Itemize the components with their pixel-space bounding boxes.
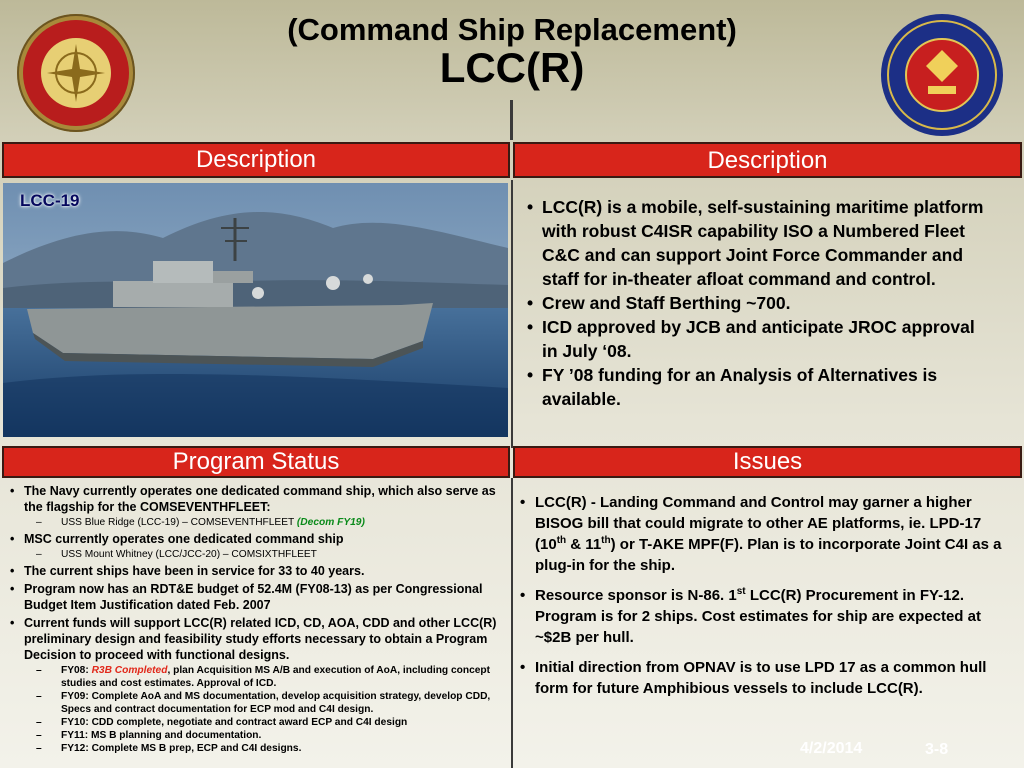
photo-label: LCC-19 bbox=[20, 191, 80, 210]
list-item: • Program now has an RDT&E budget of 52.4M (FY08-13) as per Congressional Budget Item Justification dated Feb. 2007 bbox=[10, 581, 510, 613]
page-number: 3-8 bbox=[925, 741, 949, 758]
section-header-description-right: Description bbox=[513, 142, 1022, 178]
title-subtitle: (Command Ship Replacement) bbox=[287, 12, 737, 47]
list-item bbox=[10, 483, 510, 529]
list-item: • LCC(R) - Landing Command and Control may garner a higher BISOG bill that could migrate to other AE platforms, ie. LPD-17 (10th & 11th) or T-AKE MPF(F). Plan is to incorporate Joint C4I as a plug-in for the ship. bbox=[520, 492, 1004, 576]
fy-item bbox=[24, 664, 510, 690]
completed-tag: R3B Completed bbox=[91, 665, 168, 676]
section-header-program-status: Program Status bbox=[2, 446, 510, 478]
list-item: • LCC(R) is a mobile, self-sustaining maritime platform with robust C4ISR capability ISO a Numbered Fleet C&C and can support Joint Force Commander and staff for in-theater afloat command and control. bbox=[527, 195, 987, 291]
list-item: • The current ships have been in service for 33 to 40 years. bbox=[10, 563, 510, 579]
status-text: MSC currently operates one dedicated command ship bbox=[24, 532, 344, 546]
decom-tag: (Decom FY19) bbox=[296, 517, 365, 528]
section-header-issues: Issues bbox=[513, 446, 1022, 478]
column-divider bbox=[511, 180, 513, 448]
status-text: Current funds will support LCC(R) related ICD, CD, AOA, CDD and other LCC(R) preliminary design and feasibility study efforts necessary to obtain a Program Decision to proceed with functional designs. bbox=[24, 616, 497, 662]
section-header-description-left: Description bbox=[2, 142, 510, 178]
status-text: The Navy currently operates one dedicated command ship, which also serve as the flagship for the COMSEVENTHFLEET: bbox=[24, 484, 496, 514]
fy-item: – FY09: Complete AoA and MS documentation, develop acquisition strategy, develop CDD, Specs and contract documentation for ECP mod and C4I design. bbox=[24, 690, 510, 716]
page-title: LCC(R) bbox=[439, 44, 585, 91]
fy-label: FY08: bbox=[61, 665, 92, 676]
fy-item: – FY10: CDD complete, negotiate and contract award ECP and C4I design bbox=[24, 716, 510, 729]
sub-item-text: USS Blue Ridge (LCC-19) – COMSEVENTHFLEET bbox=[61, 517, 297, 528]
fy-item: – FY11: MS B planning and documentation. bbox=[24, 729, 510, 742]
fy-item: – FY12: Complete MS B prep, ECP and C4I designs. bbox=[24, 742, 510, 755]
fy-text: , plan Acquisition MS A/B and execution of AoA, including concept studies and cost estimates. Approval of ICD. bbox=[61, 665, 491, 689]
ship-photo bbox=[3, 183, 508, 437]
footer-date: 4/2/2014 bbox=[800, 740, 863, 757]
list-item: • Resource sponsor is N-86. 1st LCC(R) Procurement in FY-12. Program is for 2 ships. Cost estimates for ship are expected at ~$2B per hull. bbox=[520, 585, 1004, 648]
sub-list-item bbox=[24, 516, 510, 529]
list-item: • Crew and Staff Berthing ~700. bbox=[527, 291, 987, 315]
list-item: • ICD approved by JCB and anticipate JROC approval in July ‘08. bbox=[527, 315, 987, 363]
sub-list-item: – USS Mount Whitney (LCC/JCC-20) – COMSIXTHFLEET bbox=[24, 548, 510, 561]
column-divider bbox=[510, 100, 513, 140]
list-item bbox=[10, 615, 510, 755]
list-item: • FY ’08 funding for an Analysis of Alternatives is available. bbox=[527, 363, 987, 411]
column-divider bbox=[511, 478, 513, 768]
list-item bbox=[10, 531, 510, 561]
description-list bbox=[527, 195, 987, 411]
issues-list bbox=[520, 492, 1004, 708]
list-item: • Initial direction from OPNAV is to use LPD 17 as a common hull form for future Amphibious vessels to include LCC(R). bbox=[520, 657, 1004, 699]
program-status-list bbox=[10, 483, 510, 757]
